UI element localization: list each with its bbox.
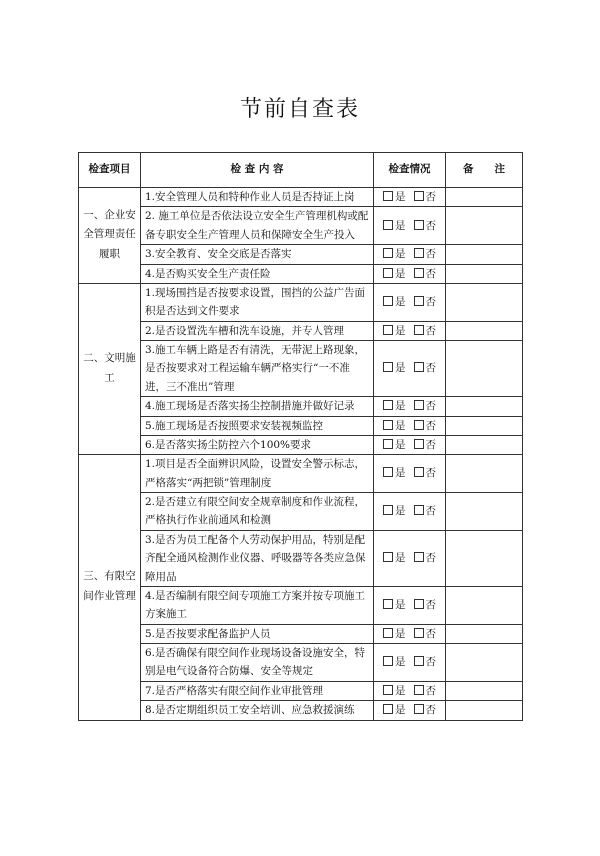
check-item: 1.安全管理人员和特种作业人员是否持证上岗: [141, 188, 374, 207]
check-status-cell: [374, 586, 446, 624]
check-status-cell: [374, 245, 446, 264]
option-yes[interactable]: [383, 596, 406, 614]
option-no[interactable]: [414, 625, 437, 643]
option-yes[interactable]: [383, 417, 406, 435]
check-item: 3.安全教育、安全交底是否落实: [141, 245, 374, 264]
option-yes[interactable]: [383, 265, 406, 283]
option-no-label: 否: [425, 704, 436, 717]
option-no[interactable]: [414, 417, 437, 435]
checkbox-icon[interactable]: [414, 325, 424, 335]
option-yes-label: 是: [395, 684, 406, 697]
remark-cell[interactable]: [446, 341, 523, 397]
self-check-table: [78, 152, 523, 721]
option-no[interactable]: [414, 596, 437, 614]
checkbox-icon[interactable]: [414, 685, 424, 695]
checkbox-icon[interactable]: [383, 599, 393, 609]
section-category: 三、有限空间作业管理: [79, 455, 141, 720]
option-yes-label: 是: [395, 704, 406, 717]
checkbox-icon[interactable]: [383, 400, 393, 410]
option-no[interactable]: [414, 653, 437, 671]
checkbox-icon[interactable]: [383, 296, 393, 306]
table-row: [79, 341, 523, 397]
option-no[interactable]: [414, 265, 437, 283]
table-row: [79, 586, 523, 624]
checkbox-icon[interactable]: [383, 656, 393, 666]
option-no-label: 否: [425, 552, 436, 565]
option-yes-label: 是: [395, 296, 406, 309]
table-row: [79, 207, 523, 245]
check-status-cell: [374, 264, 446, 283]
check-item: 3.施工车辆上路是否有清洗，无带泥上路现象，是否按要求对工程运输车辆严格实行“一不准进，三不准出”管理: [141, 341, 374, 397]
option-no-label: 否: [425, 467, 436, 480]
remark-cell[interactable]: [446, 416, 523, 435]
checkbox-icon[interactable]: [414, 362, 424, 372]
checkbox-icon[interactable]: [383, 505, 393, 515]
table-row: [79, 530, 523, 586]
checkbox-icon[interactable]: [414, 552, 424, 562]
check-item: 1.现场围挡是否按要求设置，围挡的公益广告面积是否达到文件要求: [141, 283, 374, 321]
option-yes[interactable]: [383, 682, 406, 700]
remark-cell[interactable]: [446, 493, 523, 531]
option-yes-label: 是: [395, 267, 406, 280]
option-no[interactable]: [414, 245, 437, 263]
option-yes-label: 是: [395, 656, 406, 669]
option-no-label: 否: [425, 599, 436, 612]
option-yes-label: 是: [395, 362, 406, 375]
check-item: 7.是否严格落实有限空间作业审批管理: [141, 681, 374, 700]
checkbox-icon[interactable]: [414, 467, 424, 477]
check-status-cell: [374, 681, 446, 700]
checkbox-icon[interactable]: [414, 191, 424, 201]
check-status-cell: [374, 624, 446, 643]
option-yes-label: 是: [395, 400, 406, 413]
option-yes-label: 是: [395, 419, 406, 432]
header-status: 检查情况: [374, 153, 446, 188]
remark-cell[interactable]: [446, 435, 523, 454]
check-status-cell: [374, 397, 446, 416]
check-status-cell: [374, 493, 446, 531]
remark-cell[interactable]: [446, 264, 523, 283]
option-yes[interactable]: [383, 625, 406, 643]
option-no-label: 否: [425, 248, 436, 261]
option-no-label: 否: [425, 267, 436, 280]
option-no[interactable]: [414, 188, 437, 206]
check-item: 6.是否落实扬尘防控六个100%要求: [141, 435, 374, 454]
checkbox-icon[interactable]: [383, 420, 393, 430]
check-status-cell: [374, 701, 446, 720]
checkbox-icon[interactable]: [414, 268, 424, 278]
option-yes[interactable]: [383, 464, 406, 482]
checkbox-icon[interactable]: [414, 599, 424, 609]
option-no-label: 否: [425, 438, 436, 451]
remark-cell[interactable]: [446, 681, 523, 700]
header-category: 检查项目: [79, 153, 141, 188]
remark-cell[interactable]: [446, 530, 523, 586]
section-category: 二、文明施工: [79, 283, 141, 454]
table-row: [79, 435, 523, 454]
option-no-label: 否: [425, 419, 436, 432]
option-no-label: 否: [425, 324, 436, 337]
checkbox-icon[interactable]: [414, 248, 424, 258]
remark-cell[interactable]: [446, 207, 523, 245]
check-item: 8.是否定期组织员工安全培训、应急救援演练: [141, 701, 374, 720]
option-no[interactable]: [414, 549, 437, 567]
table-row: [79, 701, 523, 720]
check-status-cell: [374, 188, 446, 207]
checkbox-icon[interactable]: [414, 420, 424, 430]
option-no-label: 否: [425, 362, 436, 375]
check-item: 5.施工现场是否按照要求安装视频监控: [141, 416, 374, 435]
check-status-cell: [374, 644, 446, 682]
option-yes[interactable]: [383, 701, 406, 719]
remark-cell[interactable]: [446, 245, 523, 264]
option-no[interactable]: [414, 397, 437, 415]
check-item: 5.是否按要求配备监护人员: [141, 624, 374, 643]
option-yes[interactable]: [383, 322, 406, 340]
remark-cell[interactable]: [446, 701, 523, 720]
option-yes[interactable]: [383, 293, 406, 311]
option-no[interactable]: [414, 701, 437, 719]
option-no[interactable]: [414, 682, 437, 700]
option-yes[interactable]: [383, 502, 406, 520]
remark-cell[interactable]: [446, 644, 523, 682]
table-row: [79, 397, 523, 416]
option-yes-label: 是: [395, 191, 406, 203]
table-header-row: [79, 153, 523, 188]
check-status-cell: [374, 321, 446, 340]
checkbox-icon[interactable]: [383, 628, 393, 638]
check-item: 4.施工现场是否落实扬尘控制措施并做好记录: [141, 397, 374, 416]
table-row: [79, 188, 523, 207]
check-status-cell: [374, 530, 446, 586]
check-status-cell: [374, 416, 446, 435]
checkbox-icon[interactable]: [383, 685, 393, 695]
option-yes-label: 是: [395, 248, 406, 261]
option-yes-label: 是: [395, 627, 406, 640]
checkbox-icon[interactable]: [414, 296, 424, 306]
table-row: [79, 624, 523, 643]
table-row: [79, 493, 523, 531]
checkbox-icon[interactable]: [383, 704, 393, 714]
option-no[interactable]: [414, 502, 437, 520]
option-yes[interactable]: [383, 653, 406, 671]
table-row: [79, 321, 523, 340]
option-no[interactable]: [414, 217, 437, 235]
option-no[interactable]: [414, 436, 437, 454]
check-status-cell: [374, 283, 446, 321]
checkbox-icon[interactable]: [383, 191, 393, 201]
checkbox-icon[interactable]: [414, 628, 424, 638]
header-content: 检 查 内 容: [141, 153, 374, 188]
checkbox-icon[interactable]: [383, 439, 393, 449]
option-yes[interactable]: [383, 359, 406, 377]
table-row: [79, 264, 523, 283]
checkbox-icon[interactable]: [383, 552, 393, 562]
remark-cell[interactable]: [446, 283, 523, 321]
check-status-cell: [374, 455, 446, 493]
check-item: 2.是否建立有限空间安全规章制度和作业流程，严格执行作业前通风和检测: [141, 493, 374, 531]
option-no-label: 否: [425, 656, 436, 669]
option-no[interactable]: [414, 293, 437, 311]
option-yes-label: 是: [395, 219, 406, 232]
checkbox-icon[interactable]: [414, 439, 424, 449]
checkbox-icon[interactable]: [383, 325, 393, 335]
checkbox-icon[interactable]: [383, 467, 393, 477]
table-row: [79, 455, 523, 493]
option-yes[interactable]: [383, 245, 406, 263]
remark-cell[interactable]: [446, 397, 523, 416]
table-row: [79, 283, 523, 321]
checkbox-icon[interactable]: [414, 704, 424, 714]
option-yes-label: 是: [395, 467, 406, 480]
table-row: [79, 681, 523, 700]
option-no-label: 否: [425, 627, 436, 640]
checkbox-icon[interactable]: [383, 268, 393, 278]
option-no-label: 否: [425, 296, 436, 309]
checkbox-icon[interactable]: [414, 400, 424, 410]
option-yes[interactable]: [383, 436, 406, 454]
option-yes-label: 是: [395, 599, 406, 612]
checkbox-icon[interactable]: [383, 220, 393, 230]
option-no-label: 否: [425, 684, 436, 697]
option-yes[interactable]: [383, 217, 406, 235]
remark-cell[interactable]: [446, 586, 523, 624]
check-item: 3.是否为员工配备个人劳动保护用品，特别是配齐配全通风检测作业仪器、呼吸器等各类应急保障用品: [141, 530, 374, 586]
table-row: [79, 416, 523, 435]
option-yes[interactable]: [383, 549, 406, 567]
check-item: 6.是否确保有限空间作业现场设备设施安全，特别是电气设备符合防爆、安全等规定: [141, 644, 374, 682]
table-row: [79, 245, 523, 264]
option-yes-label: 是: [395, 438, 406, 451]
option-no-label: 否: [425, 219, 436, 232]
option-no[interactable]: [414, 359, 437, 377]
option-yes[interactable]: [383, 188, 406, 206]
remark-cell[interactable]: [446, 624, 523, 643]
check-item: 4.是否购买安全生产责任险: [141, 264, 374, 283]
checkbox-icon[interactable]: [414, 656, 424, 666]
header-remark: 备 注: [446, 153, 523, 188]
checkbox-icon[interactable]: [383, 248, 393, 258]
check-status-cell: [374, 341, 446, 397]
check-item: 2.是否设置洗车槽和洗车设施，并专人管理: [141, 321, 374, 340]
option-no[interactable]: [414, 322, 437, 340]
check-item: 1.项目是否全面辨识风险，设置安全警示标志，严格落实“两把锁”管理制度: [141, 455, 374, 493]
remark-cell[interactable]: [446, 188, 523, 207]
option-no-label: 否: [425, 400, 436, 413]
option-no-label: 否: [425, 191, 436, 203]
check-status-cell: [374, 435, 446, 454]
remark-cell[interactable]: [446, 321, 523, 340]
remark-cell[interactable]: [446, 455, 523, 493]
table-row: [79, 644, 523, 682]
option-no-label: 否: [425, 505, 436, 518]
check-status-cell: [374, 207, 446, 245]
option-no[interactable]: [414, 464, 437, 482]
option-yes[interactable]: [383, 397, 406, 415]
page-title: 节前自查表: [239, 97, 360, 122]
checkbox-icon[interactable]: [414, 220, 424, 230]
check-item: 2. 施工单位是否依法设立安全生产管理机构或配备专职安全生产管理人员和保障安全生产投入: [141, 207, 374, 245]
check-item: 4.是否编制有限空间专项施工方案并按专项施工方案施工: [141, 586, 374, 624]
option-yes-label: 是: [395, 552, 406, 565]
checkbox-icon[interactable]: [414, 505, 424, 515]
section-category: 一、企业安全管理责任履职: [79, 188, 141, 284]
option-yes-label: 是: [395, 324, 406, 337]
option-yes-label: 是: [395, 505, 406, 518]
checkbox-icon[interactable]: [383, 362, 393, 372]
